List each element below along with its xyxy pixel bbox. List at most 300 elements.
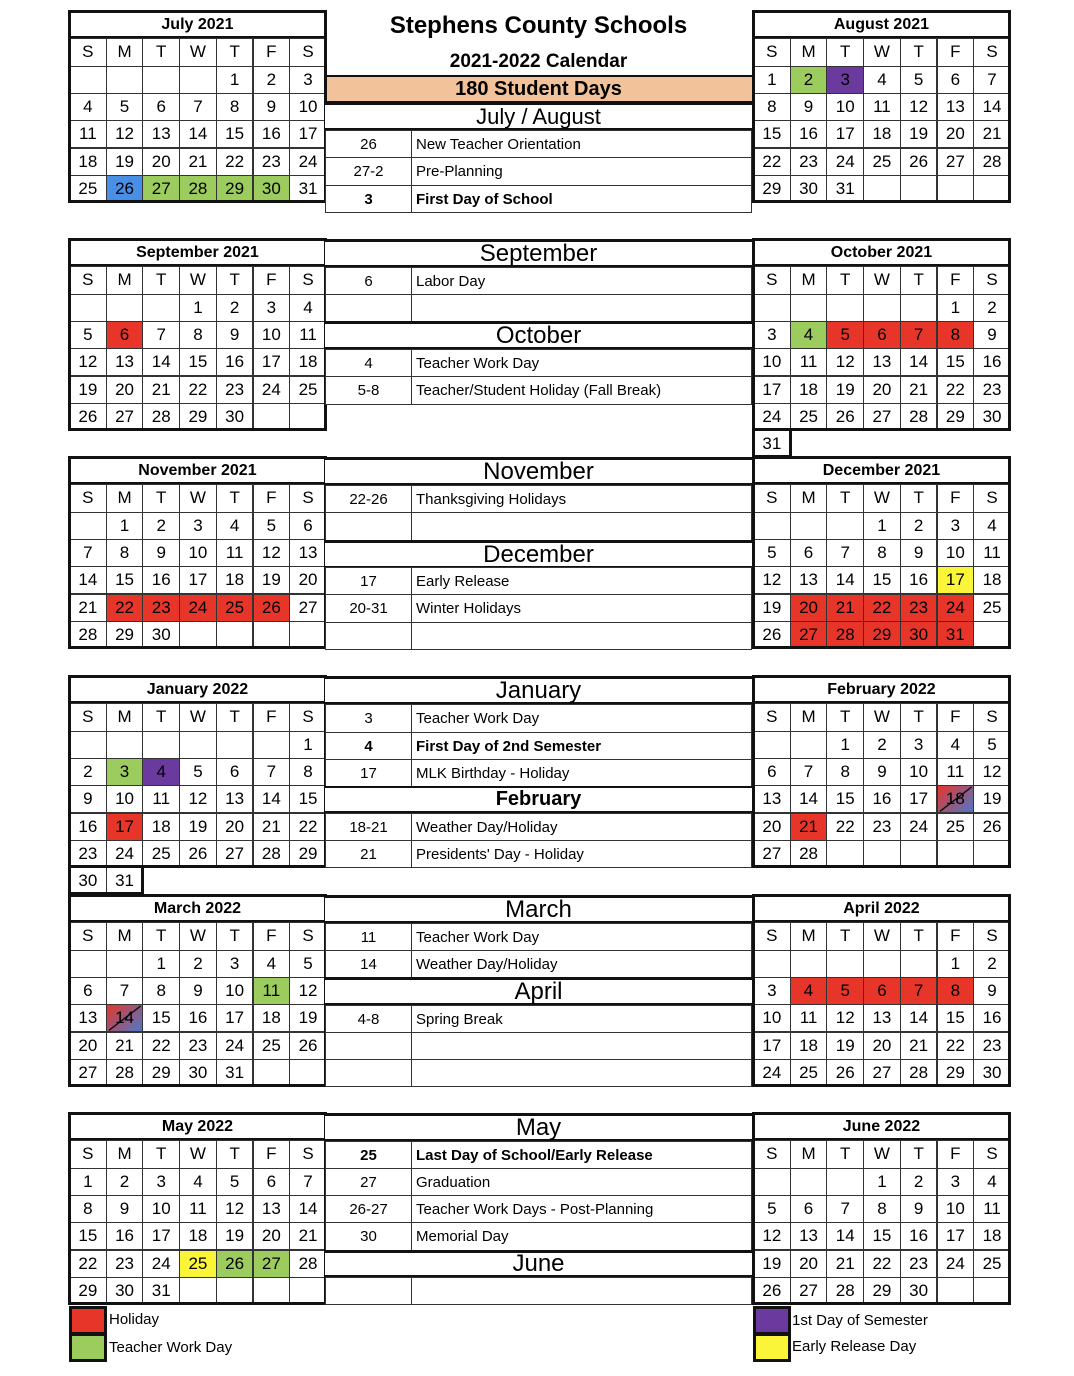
day-cell[interactable]	[863, 348, 901, 376]
day-cell[interactable]	[69, 148, 107, 176]
day-cell[interactable]	[179, 148, 217, 176]
day-cell[interactable]	[142, 813, 180, 841]
day-cell-holiday[interactable]	[863, 621, 901, 649]
day-cell[interactable]	[900, 148, 938, 176]
day-cell[interactable]	[106, 977, 144, 1005]
day-cell[interactable]	[900, 93, 938, 121]
day-cell[interactable]	[69, 594, 107, 622]
day-cell[interactable]	[289, 120, 327, 148]
day-cell[interactable]	[973, 294, 1011, 322]
day-cell[interactable]	[253, 813, 291, 841]
day-cell[interactable]	[900, 731, 938, 759]
day-cell-holiday[interactable]	[863, 594, 901, 622]
day-cell[interactable]	[790, 120, 828, 148]
day-cell[interactable]	[937, 731, 975, 759]
day-cell[interactable]	[973, 1195, 1011, 1223]
day-cell[interactable]	[753, 376, 791, 404]
day-cell[interactable]	[826, 731, 864, 759]
day-cell[interactable]	[179, 950, 217, 978]
day-cell[interactable]	[937, 813, 975, 841]
day-cell[interactable]	[937, 148, 975, 176]
day-cell[interactable]	[826, 403, 864, 431]
day-cell[interactable]	[790, 348, 828, 376]
day-cell[interactable]	[900, 512, 938, 540]
day-cell[interactable]	[216, 977, 254, 1005]
day-cell[interactable]	[753, 594, 791, 622]
day-cell[interactable]	[753, 1032, 791, 1060]
day-cell[interactable]	[216, 1168, 254, 1196]
day-cell[interactable]	[900, 1250, 938, 1278]
day-cell[interactable]	[253, 539, 291, 567]
day-cell[interactable]	[973, 512, 1011, 540]
day-cell[interactable]	[753, 566, 791, 594]
day-cell[interactable]	[900, 376, 938, 404]
day-cell[interactable]	[253, 348, 291, 376]
day-cell[interactable]	[69, 1168, 107, 1196]
day-cell[interactable]	[253, 294, 291, 322]
day-cell[interactable]	[937, 512, 975, 540]
day-cell-holiday[interactable]	[937, 977, 975, 1005]
day-cell-holiday[interactable]	[826, 621, 864, 649]
day-cell[interactable]	[142, 148, 180, 176]
day-cell[interactable]	[69, 539, 107, 567]
day-cell[interactable]	[106, 621, 144, 649]
day-cell[interactable]	[106, 348, 144, 376]
day-cell[interactable]	[790, 175, 828, 203]
day-cell[interactable]	[142, 1059, 180, 1087]
day-cell[interactable]	[106, 1250, 144, 1278]
day-cell-holiday[interactable]	[863, 977, 901, 1005]
day-cell[interactable]	[179, 321, 217, 349]
day-cell[interactable]	[826, 148, 864, 176]
day-cell[interactable]	[973, 758, 1011, 786]
day-cell[interactable]	[142, 1222, 180, 1250]
day-cell[interactable]	[253, 1004, 291, 1032]
day-cell[interactable]	[790, 1195, 828, 1223]
day-cell[interactable]	[179, 348, 217, 376]
day-cell[interactable]	[790, 785, 828, 813]
day-cell[interactable]	[69, 813, 107, 841]
day-cell[interactable]	[289, 294, 327, 322]
day-cell[interactable]	[289, 731, 327, 759]
day-cell-holiday[interactable]	[826, 977, 864, 1005]
day-cell[interactable]	[69, 977, 107, 1005]
day-cell[interactable]	[106, 512, 144, 540]
day-cell-first-day-semester[interactable]	[826, 66, 864, 94]
day-cell[interactable]	[900, 758, 938, 786]
day-cell[interactable]	[900, 566, 938, 594]
day-cell[interactable]	[142, 512, 180, 540]
day-cell[interactable]	[106, 840, 144, 868]
day-cell[interactable]	[69, 376, 107, 404]
day-cell[interactable]	[142, 785, 180, 813]
day-cell-holiday[interactable]	[937, 594, 975, 622]
day-cell[interactable]	[900, 1059, 938, 1087]
day-cell[interactable]	[753, 148, 791, 176]
day-cell[interactable]	[69, 1032, 107, 1060]
day-cell[interactable]	[253, 512, 291, 540]
day-cell-weather-day[interactable]	[106, 1004, 144, 1032]
day-cell-holiday[interactable]	[790, 621, 828, 649]
day-cell[interactable]	[790, 1250, 828, 1278]
day-cell[interactable]	[216, 1004, 254, 1032]
day-cell[interactable]	[253, 148, 291, 176]
day-cell[interactable]	[863, 1004, 901, 1032]
day-cell[interactable]	[106, 1059, 144, 1087]
day-cell[interactable]	[790, 1004, 828, 1032]
day-cell[interactable]	[216, 294, 254, 322]
day-cell[interactable]	[973, 348, 1011, 376]
day-cell[interactable]	[253, 785, 291, 813]
day-cell[interactable]	[69, 321, 107, 349]
day-cell[interactable]	[900, 1277, 938, 1305]
day-cell-holiday[interactable]	[900, 321, 938, 349]
day-cell[interactable]	[69, 120, 107, 148]
day-cell[interactable]	[863, 1195, 901, 1223]
day-cell[interactable]	[179, 1195, 217, 1223]
day-cell[interactable]	[937, 120, 975, 148]
day-cell[interactable]	[216, 1222, 254, 1250]
day-cell-teacher-work-day[interactable]	[790, 321, 828, 349]
day-cell[interactable]	[973, 539, 1011, 567]
day-cell[interactable]	[289, 1250, 327, 1278]
day-cell[interactable]	[69, 1195, 107, 1223]
day-cell[interactable]	[863, 1222, 901, 1250]
day-cell[interactable]	[826, 93, 864, 121]
day-cell[interactable]	[790, 840, 828, 868]
day-cell[interactable]	[69, 1250, 107, 1278]
day-cell[interactable]	[142, 539, 180, 567]
day-cell-holiday[interactable]	[790, 977, 828, 1005]
day-cell[interactable]	[253, 1222, 291, 1250]
day-cell[interactable]	[863, 1168, 901, 1196]
day-cell[interactable]	[106, 1277, 144, 1305]
day-cell[interactable]	[179, 977, 217, 1005]
day-cell[interactable]	[937, 950, 975, 978]
day-cell[interactable]	[826, 376, 864, 404]
day-cell[interactable]	[216, 93, 254, 121]
day-cell[interactable]	[69, 621, 107, 649]
day-cell[interactable]	[142, 403, 180, 431]
day-cell[interactable]	[937, 1168, 975, 1196]
day-cell[interactable]	[179, 294, 217, 322]
day-cell[interactable]	[216, 376, 254, 404]
day-cell[interactable]	[863, 1032, 901, 1060]
day-cell[interactable]	[790, 539, 828, 567]
day-cell[interactable]	[937, 376, 975, 404]
day-cell[interactable]	[179, 376, 217, 404]
day-cell[interactable]	[69, 348, 107, 376]
day-cell[interactable]	[69, 1277, 107, 1305]
day-cell[interactable]	[973, 1059, 1011, 1087]
day-cell[interactable]	[216, 1195, 254, 1223]
day-cell[interactable]	[753, 403, 791, 431]
day-cell[interactable]	[289, 977, 327, 1005]
day-cell[interactable]	[863, 731, 901, 759]
day-cell[interactable]	[973, 66, 1011, 94]
day-cell[interactable]	[142, 1277, 180, 1305]
day-cell[interactable]	[179, 539, 217, 567]
day-cell[interactable]	[973, 566, 1011, 594]
day-cell[interactable]	[753, 1250, 791, 1278]
day-cell[interactable]	[973, 1222, 1011, 1250]
day-cell[interactable]	[973, 376, 1011, 404]
day-cell[interactable]	[253, 1168, 291, 1196]
day-cell[interactable]	[863, 512, 901, 540]
day-cell[interactable]	[253, 1032, 291, 1060]
day-cell[interactable]	[753, 539, 791, 567]
day-cell[interactable]	[826, 175, 864, 203]
day-cell[interactable]	[179, 93, 217, 121]
day-cell[interactable]	[216, 66, 254, 94]
day-cell-holiday[interactable]	[790, 813, 828, 841]
day-cell[interactable]	[289, 348, 327, 376]
day-cell[interactable]	[179, 566, 217, 594]
day-cell[interactable]	[289, 1032, 327, 1060]
day-cell[interactable]	[937, 1032, 975, 1060]
day-cell[interactable]	[937, 1250, 975, 1278]
day-cell[interactable]	[69, 840, 107, 868]
day-cell[interactable]	[142, 93, 180, 121]
day-cell[interactable]	[216, 1059, 254, 1087]
day-cell[interactable]	[753, 348, 791, 376]
day-cell[interactable]	[937, 1004, 975, 1032]
day-cell[interactable]	[790, 1277, 828, 1305]
day-cell[interactable]	[863, 813, 901, 841]
day-cell[interactable]	[753, 621, 791, 649]
day-cell[interactable]	[106, 867, 144, 895]
day-cell[interactable]	[253, 66, 291, 94]
day-cell[interactable]	[790, 403, 828, 431]
day-cell-teacher-work-day[interactable]	[790, 66, 828, 94]
day-cell-early-release[interactable]	[937, 566, 975, 594]
day-cell[interactable]	[863, 758, 901, 786]
day-cell[interactable]	[142, 1250, 180, 1278]
day-cell[interactable]	[289, 785, 327, 813]
day-cell[interactable]	[289, 93, 327, 121]
day-cell[interactable]	[179, 512, 217, 540]
day-cell[interactable]	[142, 1195, 180, 1223]
day-cell[interactable]	[973, 594, 1011, 622]
day-cell[interactable]	[753, 1277, 791, 1305]
day-cell[interactable]	[973, 813, 1011, 841]
day-cell[interactable]	[289, 813, 327, 841]
day-cell[interactable]	[826, 785, 864, 813]
day-cell[interactable]	[216, 758, 254, 786]
day-cell[interactable]	[69, 758, 107, 786]
day-cell[interactable]	[179, 403, 217, 431]
day-cell[interactable]	[937, 93, 975, 121]
day-cell-teacher-work-day[interactable]	[253, 1250, 291, 1278]
day-cell[interactable]	[106, 376, 144, 404]
day-cell[interactable]	[142, 621, 180, 649]
day-cell[interactable]	[216, 512, 254, 540]
day-cell[interactable]	[937, 294, 975, 322]
day-cell-holiday[interactable]	[179, 594, 217, 622]
day-cell-holiday[interactable]	[826, 321, 864, 349]
day-cell-holiday[interactable]	[253, 594, 291, 622]
day-cell-holiday[interactable]	[142, 594, 180, 622]
day-cell[interactable]	[106, 539, 144, 567]
day-cell[interactable]	[289, 1222, 327, 1250]
day-cell[interactable]	[253, 1195, 291, 1223]
day-cell-holiday[interactable]	[826, 594, 864, 622]
day-cell[interactable]	[826, 539, 864, 567]
day-cell-new-teacher[interactable]	[106, 175, 144, 203]
day-cell[interactable]	[69, 403, 107, 431]
day-cell[interactable]	[289, 758, 327, 786]
day-cell[interactable]	[790, 93, 828, 121]
day-cell[interactable]	[289, 148, 327, 176]
day-cell-holiday[interactable]	[863, 321, 901, 349]
day-cell[interactable]	[973, 1032, 1011, 1060]
day-cell-teacher-work-day[interactable]	[216, 1250, 254, 1278]
day-cell[interactable]	[179, 1004, 217, 1032]
day-cell-holiday[interactable]	[790, 594, 828, 622]
day-cell[interactable]	[900, 1032, 938, 1060]
day-cell[interactable]	[69, 175, 107, 203]
day-cell[interactable]	[900, 66, 938, 94]
day-cell[interactable]	[900, 403, 938, 431]
day-cell[interactable]	[253, 950, 291, 978]
day-cell[interactable]	[863, 1250, 901, 1278]
day-cell-weather-day[interactable]	[937, 785, 975, 813]
day-cell-holiday[interactable]	[900, 594, 938, 622]
day-cell[interactable]	[900, 1168, 938, 1196]
day-cell[interactable]	[289, 376, 327, 404]
day-cell[interactable]	[216, 403, 254, 431]
day-cell[interactable]	[753, 813, 791, 841]
day-cell[interactable]	[253, 376, 291, 404]
day-cell[interactable]	[179, 1032, 217, 1060]
day-cell[interactable]	[142, 840, 180, 868]
day-cell[interactable]	[142, 1032, 180, 1060]
day-cell[interactable]	[69, 566, 107, 594]
day-cell[interactable]	[900, 1195, 938, 1223]
day-cell[interactable]	[106, 785, 144, 813]
day-cell[interactable]	[900, 348, 938, 376]
day-cell-holiday[interactable]	[900, 621, 938, 649]
day-cell[interactable]	[142, 950, 180, 978]
day-cell[interactable]	[973, 977, 1011, 1005]
day-cell[interactable]	[142, 120, 180, 148]
day-cell[interactable]	[216, 566, 254, 594]
day-cell[interactable]	[973, 1250, 1011, 1278]
day-cell[interactable]	[179, 813, 217, 841]
day-cell[interactable]	[753, 1222, 791, 1250]
day-cell[interactable]	[216, 321, 254, 349]
day-cell-holiday[interactable]	[937, 621, 975, 649]
day-cell[interactable]	[973, 321, 1011, 349]
day-cell[interactable]	[753, 758, 791, 786]
day-cell[interactable]	[826, 758, 864, 786]
day-cell[interactable]	[753, 977, 791, 1005]
day-cell[interactable]	[826, 1250, 864, 1278]
day-cell[interactable]	[900, 785, 938, 813]
day-cell[interactable]	[753, 175, 791, 203]
day-cell[interactable]	[69, 1222, 107, 1250]
day-cell[interactable]	[863, 403, 901, 431]
day-cell[interactable]	[179, 1222, 217, 1250]
day-cell-early-release[interactable]	[179, 1250, 217, 1278]
day-cell[interactable]	[216, 348, 254, 376]
day-cell[interactable]	[106, 93, 144, 121]
day-cell[interactable]	[179, 758, 217, 786]
day-cell[interactable]	[937, 539, 975, 567]
day-cell[interactable]	[973, 148, 1011, 176]
day-cell[interactable]	[106, 403, 144, 431]
day-cell[interactable]	[253, 120, 291, 148]
day-cell[interactable]	[289, 566, 327, 594]
day-cell[interactable]	[753, 66, 791, 94]
day-cell[interactable]	[289, 321, 327, 349]
day-cell[interactable]	[753, 840, 791, 868]
day-cell[interactable]	[863, 539, 901, 567]
day-cell[interactable]	[937, 348, 975, 376]
day-cell[interactable]	[253, 93, 291, 121]
day-cell[interactable]	[753, 1059, 791, 1087]
day-cell[interactable]	[216, 1032, 254, 1060]
day-cell[interactable]	[826, 1004, 864, 1032]
day-cell[interactable]	[790, 148, 828, 176]
day-cell[interactable]	[142, 1004, 180, 1032]
day-cell-holiday[interactable]	[106, 813, 144, 841]
day-cell[interactable]	[69, 93, 107, 121]
day-cell[interactable]	[973, 731, 1011, 759]
day-cell-teacher-work-day[interactable]	[179, 175, 217, 203]
day-cell-teacher-work-day[interactable]	[106, 758, 144, 786]
day-cell[interactable]	[790, 1032, 828, 1060]
day-cell[interactable]	[863, 66, 901, 94]
day-cell[interactable]	[753, 93, 791, 121]
day-cell[interactable]	[216, 840, 254, 868]
day-cell[interactable]	[790, 1222, 828, 1250]
day-cell[interactable]	[253, 321, 291, 349]
day-cell-holiday[interactable]	[216, 594, 254, 622]
day-cell[interactable]	[289, 512, 327, 540]
day-cell[interactable]	[863, 120, 901, 148]
day-cell[interactable]	[900, 813, 938, 841]
day-cell[interactable]	[753, 430, 791, 458]
day-cell-teacher-work-day[interactable]	[253, 175, 291, 203]
day-cell[interactable]	[863, 148, 901, 176]
day-cell[interactable]	[790, 566, 828, 594]
day-cell[interactable]	[69, 1004, 107, 1032]
day-cell-first-day-semester[interactable]	[142, 758, 180, 786]
day-cell[interactable]	[69, 785, 107, 813]
day-cell[interactable]	[973, 785, 1011, 813]
day-cell[interactable]	[106, 1195, 144, 1223]
day-cell-holiday[interactable]	[900, 977, 938, 1005]
day-cell[interactable]	[253, 840, 291, 868]
day-cell[interactable]	[69, 867, 107, 895]
day-cell[interactable]	[790, 376, 828, 404]
day-cell-holiday[interactable]	[106, 594, 144, 622]
day-cell[interactable]	[826, 1059, 864, 1087]
day-cell[interactable]	[253, 758, 291, 786]
day-cell[interactable]	[826, 1032, 864, 1060]
day-cell[interactable]	[142, 348, 180, 376]
day-cell[interactable]	[826, 1222, 864, 1250]
day-cell[interactable]	[289, 1004, 327, 1032]
day-cell-teacher-work-day[interactable]	[142, 175, 180, 203]
day-cell[interactable]	[289, 175, 327, 203]
day-cell[interactable]	[106, 1032, 144, 1060]
day-cell[interactable]	[142, 376, 180, 404]
day-cell[interactable]	[216, 120, 254, 148]
day-cell[interactable]	[973, 1004, 1011, 1032]
day-cell[interactable]	[253, 566, 291, 594]
